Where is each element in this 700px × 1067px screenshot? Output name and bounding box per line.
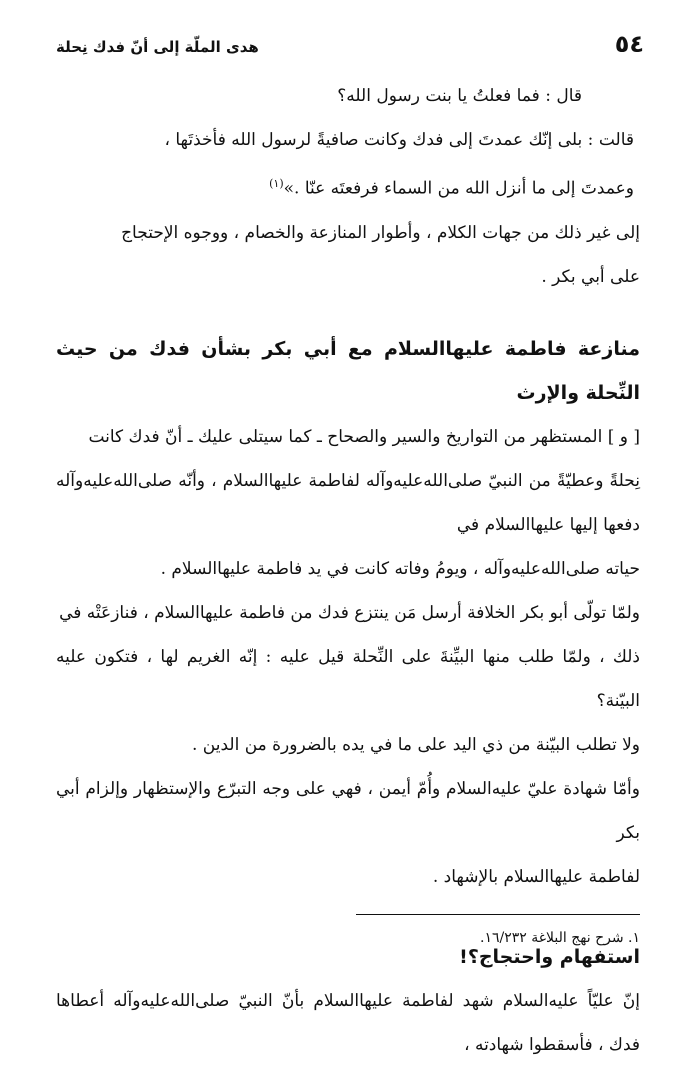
body-text [56,74,640,1067]
text-line [56,162,640,211]
section-heading: استفهام واحتجاج؟! [459,945,640,968]
section-heading: منازعة فاطمة عليها‌السلام مع أبي بكر بشأن فدك من حيث النِّحلة والإرث [56,337,640,404]
quote-line: وعمدتَ إلى ما أنزل الله من السماء فرفعتَه عنّا .» [283,178,634,199]
running-head [56,30,644,66]
text-line: [ و ] المستظهر من التواريخ والسير والصحاح ـ كما سيتلى عليك ـ أنّ فدك كانت [88,426,640,447]
text-line: قال : فما فعلتُ يا بنت رسول الله؟ [337,86,582,106]
footnote-reference: (١) [269,177,284,190]
text-line: ولمّا تولّى أبو بكر الخلافة أرسل مَن ينتزع فدك من فاطمة عليها‌السلام ، فنازعَتْه في [59,602,640,623]
footnote-rule [356,914,640,915]
text-line: على أبي بكر . [541,266,640,287]
text-line: حياته صلى‌الله‌عليه‌وآله ، ويومُ وفاته كانت في يد فاطمة عليها‌السلام . [160,558,640,579]
text-line: ولا تطلب البيّنة من ذي اليد على ما في يده بالضرورة من الدين . [191,734,640,755]
text-line: إنّ عليّاً عليه‌السلام شهد لفاطمة عليها‌السلام بأنّ النبيّ صلى‌الله‌عليه‌وآله أعطاها فدك ، فأسقطوا شهادته ، [56,990,640,1055]
text-line: قالت : بلى إنّك عمدتَ إلى فدك وكانت صافيةً لرسول الله فأخذتَها ، [164,130,634,150]
text-line: وأمّا شهادة عليّ عليه‌السلام وأُمّ أيمن ، فهي على وجه التبرّع والإستظهار وإلزام أبي بكر [56,778,640,843]
page-number: ٥٤ [614,30,644,58]
spacer [56,299,640,327]
text-line: ذلك ، ولمّا طلب منها البيِّنةَ على النِّحلة قيل عليه : إنّه الغريم لها ، فتكون عليه البيّنة؟ [56,646,640,711]
footnote: ١. شرح نهج البلاغة ١٦/٢٣٢. [479,930,640,946]
text-line: لفاطمة عليها‌السلام بالإشهاد . [432,866,640,887]
text-line: نِحلةً وعطيّةً من النبيّ صلى‌الله‌عليه‌وآله لفاطمة عليها‌السلام ، وأنّه صلى‌الله‌عليه‌وآله دفعها إليها عليها‌السلام في [56,470,640,535]
book-title: هدى الملّة إلى أنّ فدك نِحلة [56,38,259,56]
text-line: إلى غير ذلك من جهات الكلام ، وأطوار المنازعة والخصام ، ووجوه الإحتجاج [121,222,640,243]
